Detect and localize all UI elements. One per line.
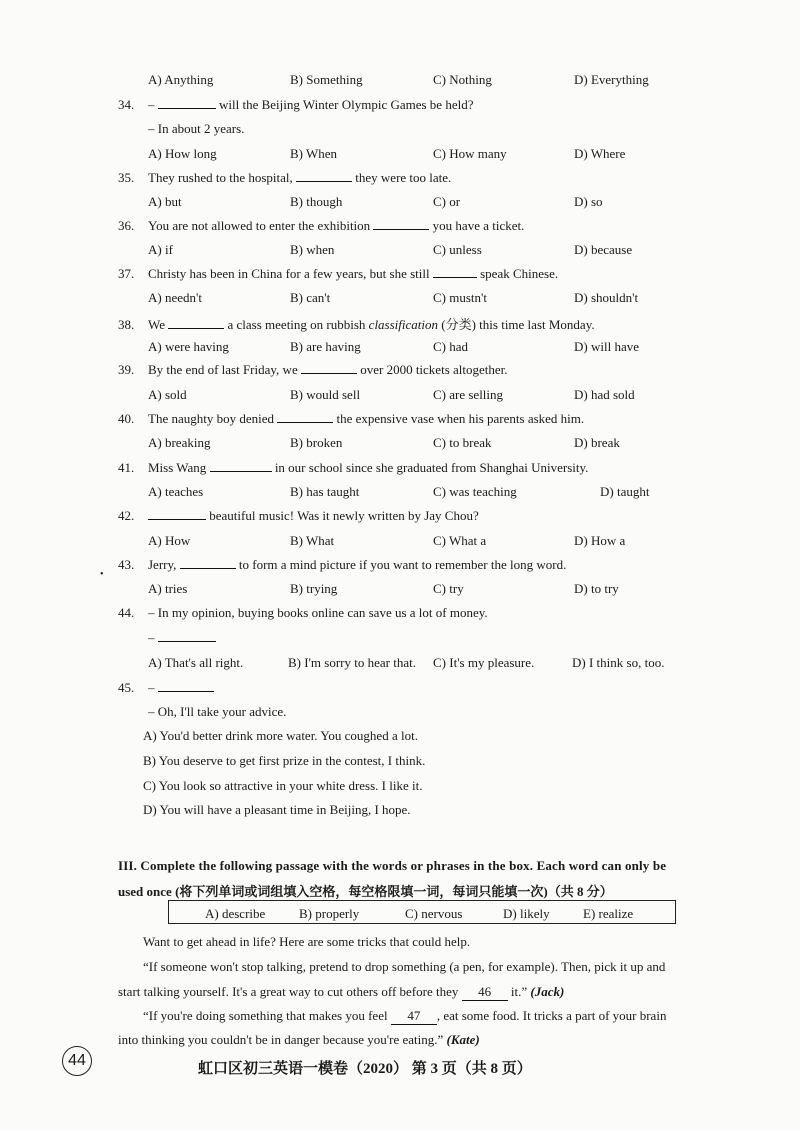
question-45-response: – Oh, I'll take your advice. (148, 704, 287, 719)
section-3-heading-line2 (118, 881, 613, 900)
question-text: (分类) this time last Monday. (438, 317, 595, 332)
page-badge: 44 (62, 1046, 92, 1076)
question-34-response: – In about 2 years. (148, 121, 245, 136)
passage-paragraph-3-line2 (118, 1032, 480, 1048)
q34-option-d: D) Where (574, 146, 626, 161)
question-36 (118, 218, 524, 234)
question-43 (118, 557, 566, 573)
q42-option-a: A) How (148, 533, 191, 548)
question-text: – (148, 97, 158, 112)
q33-option-b: B) Something (290, 72, 363, 87)
question-34 (118, 97, 473, 113)
passage-paragraph-3-line1 (143, 1008, 666, 1025)
q36-option-a: A) if (148, 242, 173, 257)
question-number: 44. (118, 605, 135, 620)
q33-option-d: D) Everything (574, 72, 649, 87)
question-italic-word: classification (368, 317, 439, 332)
question-number: 35. (118, 170, 135, 185)
q41-option-d: D) taught (600, 484, 650, 499)
q42-option-c: C) What a (433, 533, 487, 548)
response-dash: – (148, 630, 158, 645)
question-text: They rushed to the hospital, (148, 170, 297, 185)
answer-blank (296, 170, 352, 182)
question-text: speak Chinese. (476, 266, 559, 281)
q43-option-d: D) to try (574, 581, 619, 596)
q40-option-d: D) break (574, 435, 620, 450)
answer-blank (277, 411, 333, 423)
q35-option-c: C) or (433, 194, 461, 209)
passage-blank-46: 46 (462, 984, 508, 1001)
question-38 (118, 314, 595, 333)
q44-option-b: B) I'm sorry to hear that. (288, 655, 416, 670)
question-number: 45. (118, 680, 135, 695)
q40-option-b: B) broken (290, 435, 343, 450)
question-text: – (148, 680, 158, 695)
q44-option-a: A) That's all right. (148, 655, 244, 670)
question-45 (118, 680, 214, 696)
question-44 (118, 605, 488, 621)
question-text: over 2000 tickets altogether. (356, 362, 508, 377)
question-text: a class meeting on rubbish (224, 317, 369, 332)
q40-option-a: A) breaking (148, 435, 211, 450)
passage-author: (Jack) (530, 984, 565, 999)
question-number: 42. (118, 508, 135, 523)
question-42 (118, 508, 479, 524)
word-box-item: C) nervous (405, 906, 463, 921)
section-3-heading: III. Complete the following passage with the words or phrases in the box. Each word can only be (118, 858, 667, 873)
q39-option-a: A) sold (148, 387, 187, 402)
question-number: 36. (118, 218, 135, 233)
q45-option-c: C) You look so attractive in your white dress. I like it. (143, 778, 423, 793)
question-text: will the Beijing Winter Olympic Games be held? (215, 97, 474, 112)
answer-blank (158, 97, 216, 109)
passage-author: (Kate) (446, 1032, 480, 1047)
answer-blank (158, 630, 216, 642)
q35-option-a: A) but (148, 194, 182, 209)
q43-option-c: C) try (433, 581, 464, 596)
question-number: 39. (118, 362, 135, 377)
question-39 (118, 362, 508, 378)
heading-bold-text: used once (118, 884, 172, 899)
q45-option-d: D) You will have a pleasant time in Beijing, I hope. (143, 802, 411, 817)
q38-option-c: C) had (433, 339, 469, 354)
q36-option-d: D) because (574, 242, 633, 257)
question-text: You are not allowed to enter the exhibition (148, 218, 374, 233)
answer-blank (168, 317, 224, 329)
word-box-item: D) likely (503, 906, 550, 921)
q33-option-c: C) Nothing (433, 72, 492, 87)
heading-chinese-text: (将下列单词或词组填入空格，每空格限填一词，每词只能填一次)（共 8 分） (171, 884, 613, 899)
answer-blank (210, 460, 272, 472)
q35-option-b: B) though (290, 194, 343, 209)
question-text: beautiful music! Was it newly written by Jay Chou? (206, 508, 479, 523)
q45-option-b: B) You deserve to get first prize in the contest, I think. (143, 753, 426, 768)
q37-option-c: C) mustn't (433, 290, 487, 305)
q34-option-a: A) How long (148, 146, 217, 161)
question-text: The naughty boy denied (148, 411, 278, 426)
answer-blank (158, 680, 214, 692)
question-text: the expensive vase when his parents asked him. (333, 411, 585, 426)
q37-option-d: D) shouldn't (574, 290, 639, 305)
passage-text: , eat some food. It tricks a part of your brain (436, 1008, 667, 1023)
page-footer: 虹口区初三英语一模卷（2020） 第 3 页（共 8 页） (198, 1061, 532, 1077)
q43-option-b: B) trying (290, 581, 338, 596)
passage-blank-47: 47 (391, 1008, 437, 1025)
question-44-response (148, 630, 216, 646)
q39-option-c: C) are selling (433, 387, 504, 402)
q45-option-a: A) You'd better drink more water. You coughed a lot. (143, 728, 418, 743)
q38-option-b: B) are having (290, 339, 361, 354)
q37-option-b: B) can't (290, 290, 331, 305)
passage-paragraph-2-line1: “If someone won't stop talking, pretend to drop something (a pen, for example). Then, pick it up and (143, 959, 666, 974)
q38-option-d: D) will have (574, 339, 639, 354)
question-text: By the end of last Friday, we (148, 362, 301, 377)
question-number: 41. (118, 460, 135, 475)
question-text: Jerry, (148, 557, 180, 572)
q34-option-c: C) How many (433, 146, 507, 161)
q44-option-d: D) I think so, too. (572, 655, 665, 670)
q33-option-a: A) Anything (148, 72, 214, 87)
q36-option-c: C) unless (433, 242, 482, 257)
answer-blank (180, 557, 236, 569)
word-box (168, 900, 676, 924)
q37-option-a: A) needn't (148, 290, 202, 305)
word-box-item: A) describe (205, 906, 266, 921)
question-40 (118, 411, 584, 427)
question-35 (118, 170, 451, 186)
passage-text: it.” (507, 984, 531, 999)
passage-text: “If you're doing something that makes you feel (143, 1008, 391, 1023)
question-text: you have a ticket. (429, 218, 525, 233)
question-number: 34. (118, 97, 135, 112)
question-number: 40. (118, 411, 135, 426)
passage-paragraph-2-line2 (118, 984, 564, 1001)
q41-option-b: B) has taught (290, 484, 360, 499)
q34-option-b: B) When (290, 146, 338, 161)
passage-text: into thinking you couldn't be in danger because you're eating.” (118, 1032, 447, 1047)
question-number: 38. (118, 317, 135, 332)
question-number: 37. (118, 266, 135, 281)
q41-option-a: A) teaches (148, 484, 204, 499)
q39-option-d: D) had sold (574, 387, 635, 402)
question-text: in our school since she graduated from Shanghai University. (271, 460, 589, 475)
q40-option-c: C) to break (433, 435, 492, 450)
passage-paragraph-1: Want to get ahead in life? Here are some tricks that could help. (143, 934, 471, 949)
word-box-item: E) realize (583, 906, 634, 921)
question-text: We (148, 317, 169, 332)
q35-option-d: D) so (574, 194, 603, 209)
q41-option-c: C) was teaching (433, 484, 517, 499)
question-37 (118, 266, 558, 282)
question-text: Christy has been in China for a few years, but she still (148, 266, 433, 281)
q39-option-b: B) would sell (290, 387, 361, 402)
q42-option-b: B) What (290, 533, 335, 548)
q38-option-a: A) were having (148, 339, 229, 354)
question-number: 43. (118, 557, 135, 572)
q42-option-d: D) How a (574, 533, 626, 548)
answer-blank (373, 218, 429, 230)
question-text: Miss Wang (148, 460, 210, 475)
q36-option-b: B) when (290, 242, 335, 257)
margin-mark: • (100, 569, 104, 580)
answer-blank (148, 508, 206, 520)
answer-blank (301, 362, 357, 374)
q44-option-c: C) It's my pleasure. (433, 655, 535, 670)
question-41 (118, 460, 588, 476)
question-text: – In my opinion, buying books online can save us a lot of money. (148, 605, 488, 620)
question-text: to form a mind picture if you want to remember the long word. (235, 557, 567, 572)
passage-text: start talking yourself. It's a great way to cut others off before they (118, 984, 462, 999)
q43-option-a: A) tries (148, 581, 188, 596)
word-box-item: B) properly (299, 906, 360, 921)
answer-blank (433, 266, 477, 278)
question-text: they were too late. (352, 170, 452, 185)
